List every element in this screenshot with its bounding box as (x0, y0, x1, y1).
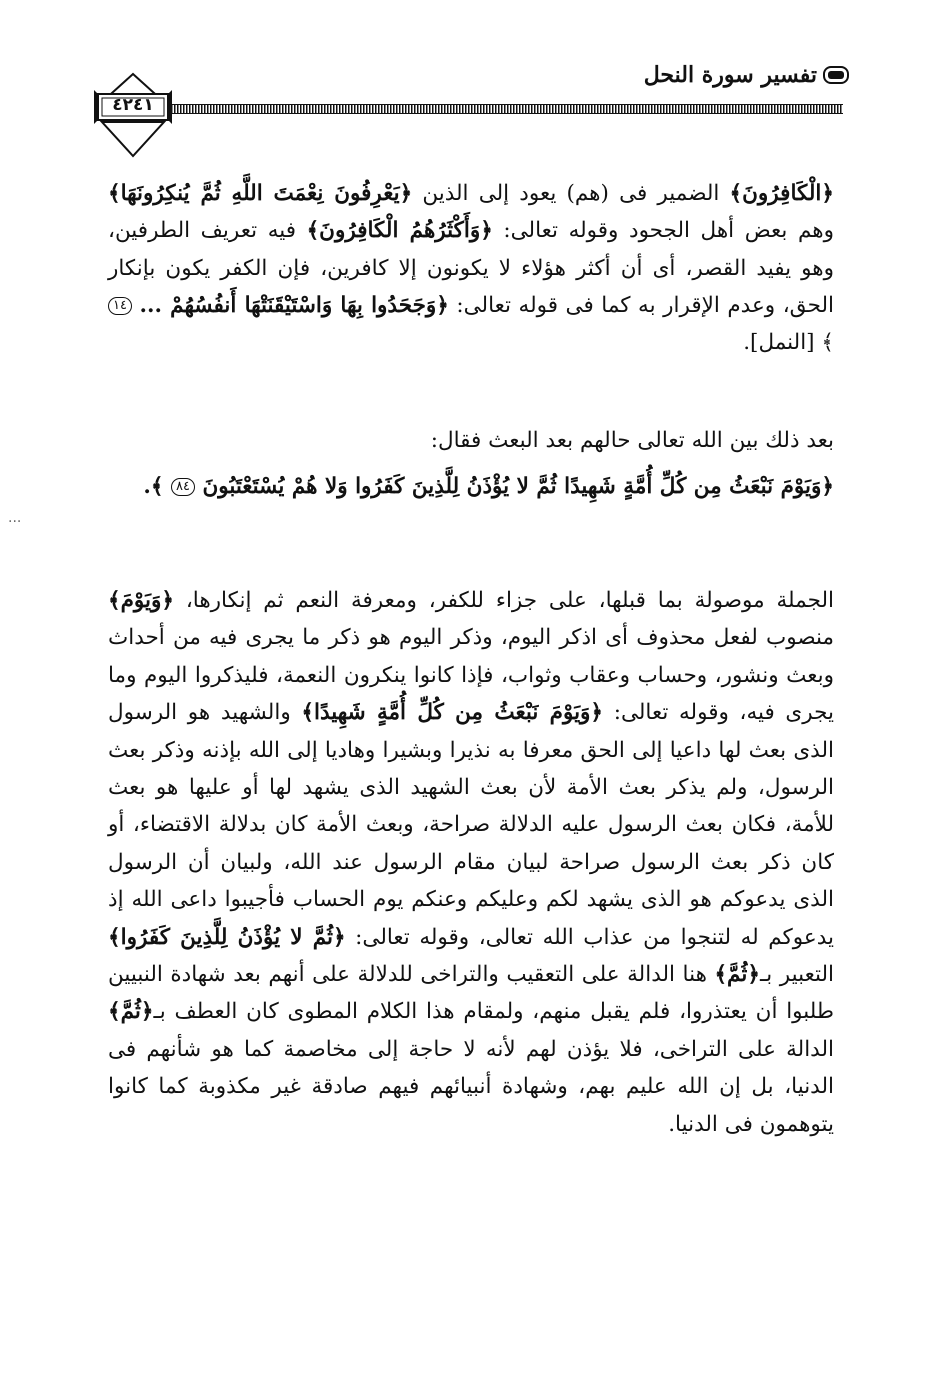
margin-mark: ... (8, 510, 22, 526)
page-number-frame-icon (92, 72, 174, 160)
verse-number-badge: ٨٤ (171, 478, 195, 496)
running-header-title: تفسير سورة النحل (643, 62, 817, 88)
commentary-text: الضمير فى (هم) يعود إلى الذين (412, 181, 730, 206)
quran-verse: ﴿وَيَوْمَ نَبْعَثُ مِن كُلِّ أُمَّةٍ شَهِيدًا ثُمَّ لا يُؤْذَنُ لِلَّذِينَ كَفَرُوا وَلا هُمْ يُسْتَعْتَبُونَ (202, 474, 834, 499)
page-number: ٤٢٤١ (112, 95, 154, 115)
commentary-text: منصوب لفعل محذوف أى اذكر اليوم، وذكر اليوم هو ذكر ما يجرى فيه من أحداث وبعث ونشور، وحساب وعقاب وثواب، فإذا كانوا ينكرون النعمة، فليذكروا اليوم وما يجرى فيه، وقوله تعالى: (108, 625, 834, 726)
quran-quote: ﴿ثُمَّ﴾ (108, 999, 154, 1025)
paragraph-3 (108, 582, 834, 1143)
quran-quote: ﴿ثُمَّ﴾ (714, 962, 760, 988)
commentary-text: الجملة موصولة بما قبلها، على جزاء للكفر، ومعرفة النعم ثم إنكارها، (173, 588, 834, 613)
quran-quote: ﴿ثُمَّ لا يُؤْذَنُ لِلَّذِينَ كَفَرُوا﴾ (108, 924, 346, 950)
paragraph-1 (108, 175, 834, 361)
paragraph-2: بعد ذلك بين الله تعالى حالهم بعد البعث فقال: (430, 428, 834, 453)
header-ornament-icon (823, 66, 849, 84)
quran-quote: ﴿وَيَوْمَ نَبْعَثُ مِن كُلِّ أُمَّةٍ شَهِيدًا﴾ (301, 700, 604, 726)
verse-number-badge: ١٤ (108, 297, 132, 315)
quran-quote: ﴿يَعْرِفُونَ نِعْمَتَ اللَّهِ ثُمَّ يُنكِرُونَهَا﴾ (108, 181, 413, 206)
commentary-text: التعبير بـ (759, 962, 834, 988)
commentary-text: فيه تعريف الطرفين، وهو يفيد القصر، أى أن أكثر هؤلاء لا يكونون إلا كافرين، فإن الكفر يكون بإنكار الحق، وعدم الإقرار به كما فى قوله تعالى: (108, 218, 834, 318)
verse-closing: ﴾. (143, 474, 164, 499)
verse-paragraph (108, 468, 834, 505)
commentary-text: هنا الدالة على التعقيب والتراخى للدلالة على أنهم بعد شهادة النبيين طلبوا أن يعتذروا، فلم يقبل منهم، ولمقام هذا الكلام المطوى كان العطف بـ (108, 962, 834, 1025)
quran-quote: ﴿الْكَافِرُونَ﴾ (729, 181, 834, 206)
quran-quote: ﴿وَجَحَدُوا بِهَا وَاسْتَيْقَنَتْهَا أَنفُسُهُمْ ... (139, 292, 449, 318)
quran-quote: ﴿وَأَكْثَرُهُمُ الْكَافِرُونَ﴾ (306, 218, 493, 244)
quran-quote: ﴿وَيَوْمَ﴾ (108, 588, 174, 613)
commentary-text: والشهيد هو الرسول الذى بعث لها داعيا إلى الحق معرفا به نذيرا وبشيرا وهاديا إلى الله بإذنه وذكر بعث الرسول، ولم يذكر بعث الأمة لأن بعث الشهيد الذى يشهد لها أو عليها هو بعث للأمة، فكان بعث الرسول عليه الدلالة صراحة، وبعث الأمة كان بدلالة الاقتضاء، أو كان ذكر بعث الرسول صراحة لبيان مقام الرسول عند الله، ولبيان أن الرسول الذى يدعوكم هو الذى يشهد لكم وعليكم وعنكم يوم الحساب فأجيبوا داعى الله إذ يدعوكم له لتنجوا من عذاب الله تعالى، وقوله تعالى: (108, 700, 835, 950)
surah-reference: ﴾ [النمل]. (743, 330, 834, 356)
commentary-text: الدالة على التراخى، فلا يؤذن لهم لأنه لا حاجة إلى مخاصمة كما هو شأنهم فى الدنيا، بل إن الله عليم بهم، وشهادة أنبيائهم فيهم صادقة غير مكذوبة كما كانوا يتوهمون فى الدنيا. (108, 1036, 834, 1137)
commentary-text: وهم بعض أهل الجحود وقوله تعالى: (492, 218, 834, 244)
header-rule (168, 104, 843, 114)
